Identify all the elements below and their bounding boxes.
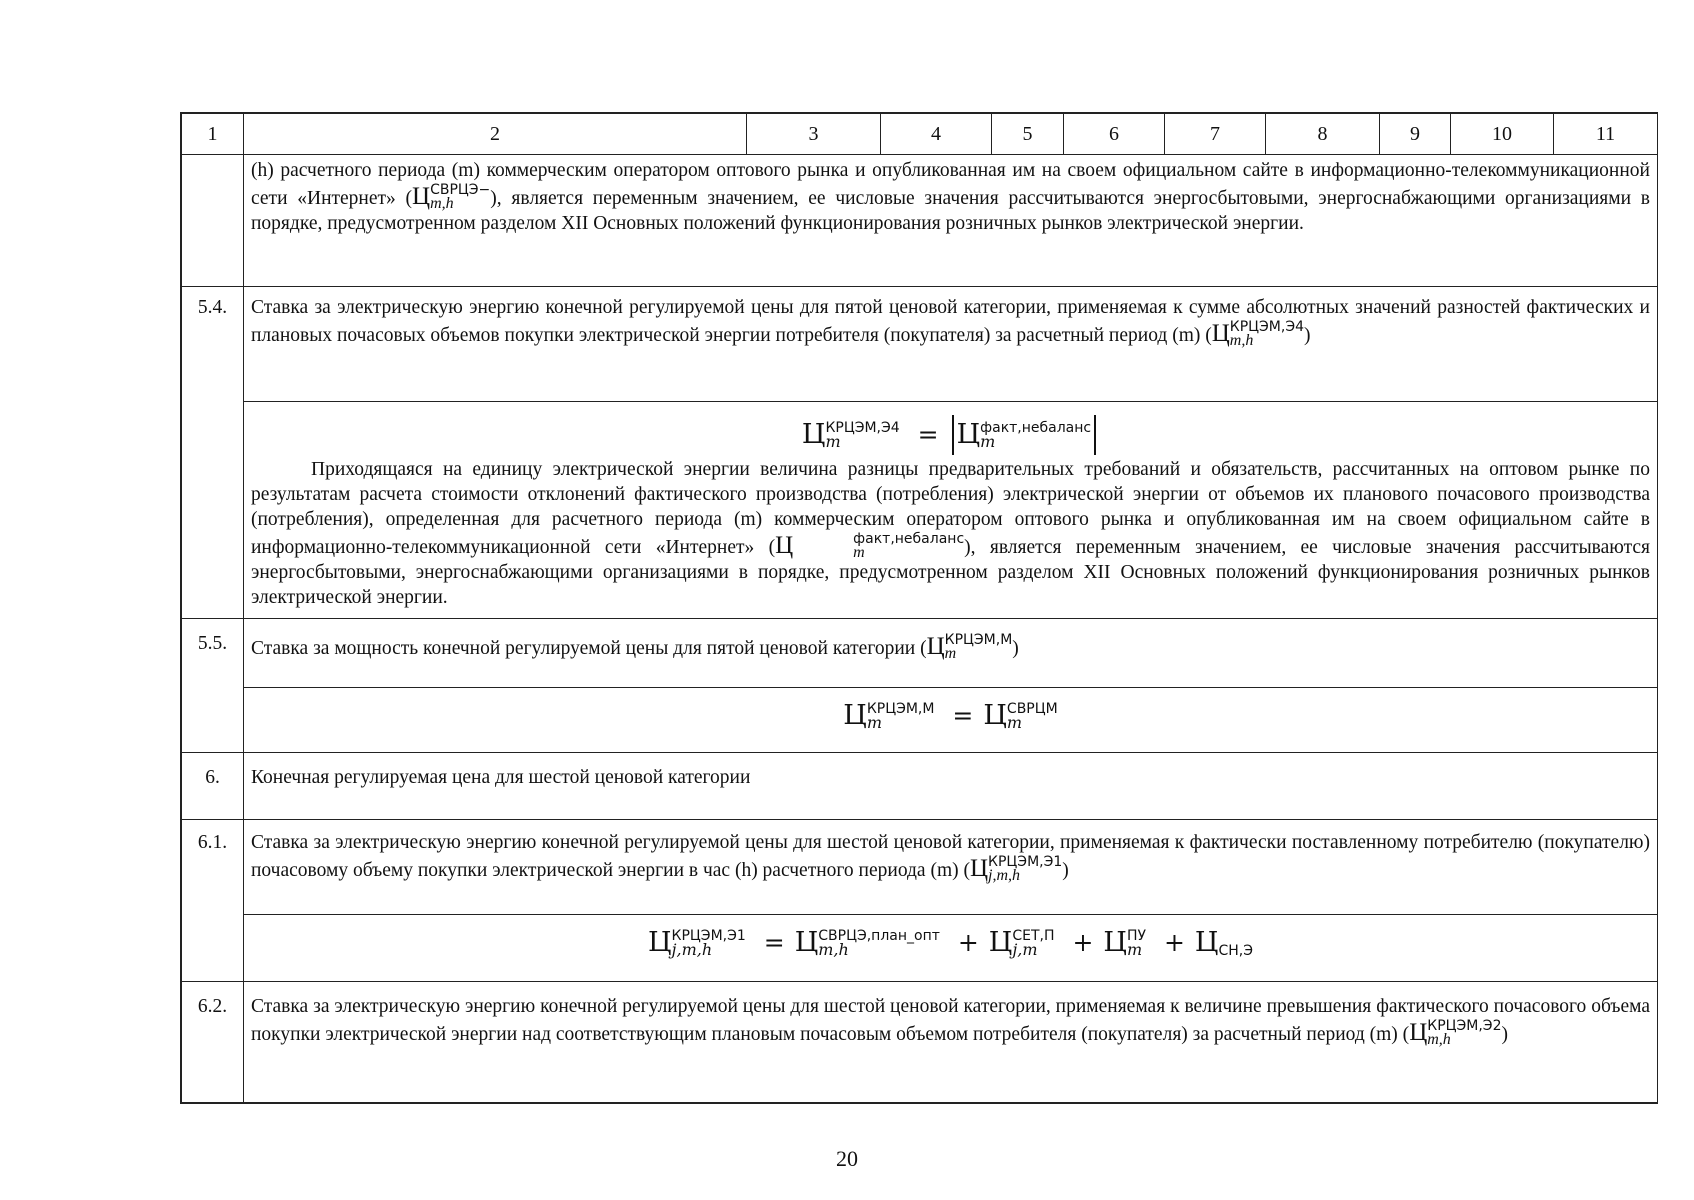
row-text: Конечная регулируемая цена для шестой ценовой категории bbox=[244, 753, 1658, 820]
column-header: 6 bbox=[1064, 114, 1165, 155]
row-number: 6. bbox=[182, 753, 244, 820]
row-text: Ставка за мощность конечной регулируемой цены для пятой ценовой категории (Ц КРЦЭМ,М m ) bbox=[244, 619, 1658, 688]
table-row bbox=[182, 688, 1658, 753]
column-header: 8 bbox=[1266, 114, 1380, 155]
formula-and-text-cell bbox=[244, 402, 1658, 619]
price-symbol: Ц КРЦЭМ,Э4 m,h bbox=[1211, 319, 1305, 349]
table-row bbox=[182, 402, 1658, 619]
price-symbol: Ц КРЦЭМ,М m bbox=[926, 632, 1013, 662]
price-symbol: Ц СВРЦЭ− m,h bbox=[412, 182, 491, 212]
text-part: Ставка за электрическую энергию конечной регулируемой цены для пятой ценовой категории, применяемая к сумме абсолютных значений разностей фактических и плановых почасовых объемов покупки электрической энергии потребителя (покупателя) за расчетный период (m) ( bbox=[251, 297, 1650, 346]
column-header: 5 bbox=[992, 114, 1064, 155]
row-number bbox=[182, 155, 244, 287]
column-header: 7 bbox=[1165, 114, 1266, 155]
column-header: 10 bbox=[1451, 114, 1554, 155]
row-text bbox=[244, 155, 1658, 287]
paragraph: Приходящаяся на единицу электрической энергии величина разницы предварительных требований и обязательств, рассчитанных на оптовом рынке по результатам расчета стоимости отклонений фактического производства (потребления) электрической энергии от объемов их планового почасового производства (потребления), определенная для расчетного периода (m) коммерческим оператором оптового рынка и опубликованная им на своем официальном сайте в информационно-телекоммуникационной сети «Интернет» (Ц факт,небаланс m ), является переменным значением, ее числовые значения рассчитываются энергосбытовыми, энергоснабжающими организациями в порядке, предусмотренном разделом XII Основных положений функционирования розничных рынков электрической энергии. bbox=[251, 459, 1650, 608]
row-text: Ставка за электрическую энергию конечной регулируемой цены для шестой ценовой категории, применяемая к фактически поставленному потребителю (покупателю) почасовому объему покупки электрической энергии в час (h) расчетного периода (m) (Ц КРЦЭМ,Э1 j,m,h ) bbox=[244, 820, 1658, 915]
formula: Ц КРЦЭМ,Э4 m = Ц факт,небаланс m bbox=[251, 405, 1650, 457]
page-number: 20 bbox=[836, 1146, 858, 1171]
tariff-table-page bbox=[180, 112, 1658, 1104]
tariff-table bbox=[181, 113, 1658, 1103]
price-symbol: Ц КРЦЭМ,Э2 m,h bbox=[1409, 1018, 1502, 1048]
row-number: 5.5. bbox=[182, 619, 244, 753]
row-text bbox=[244, 287, 1658, 402]
row-number: 6.2. bbox=[182, 982, 244, 1103]
column-header: 2 bbox=[244, 114, 747, 155]
row-number: 5.4. bbox=[182, 287, 244, 619]
column-header: 1 bbox=[182, 114, 244, 155]
table-row bbox=[182, 820, 1658, 915]
table-row bbox=[182, 753, 1658, 820]
table-row bbox=[182, 619, 1658, 688]
table-row bbox=[182, 287, 1658, 402]
column-header: 3 bbox=[747, 114, 881, 155]
column-header: 11 bbox=[1554, 114, 1658, 155]
text-part: (h) расчетного периода (m) коммерческим оператором оптового рынка и опубликованная им на своем официальном сайте в информационно-телекоммуникационной сети «Интернет» ( bbox=[251, 160, 1650, 209]
text-part: ), является переменным значением, ее числовые значения рассчитываются энергосбытовыми, энергоснабжающими организациями в порядке, предусмотренном разделом XII Основных положений функционирования розничных рынков электрической энергии. bbox=[251, 188, 1650, 234]
table-row bbox=[182, 155, 1658, 287]
formula: Ц КРЦЭМ,М m = Ц СВРЦМ m bbox=[244, 688, 1658, 753]
column-header: 9 bbox=[1380, 114, 1451, 155]
price-symbol: Ц факт,небаланс m bbox=[775, 531, 965, 561]
column-header: 4 bbox=[881, 114, 992, 155]
row-number: 6.1. bbox=[182, 820, 244, 982]
text-part: ) bbox=[1304, 325, 1311, 346]
price-symbol: Ц КРЦЭМ,Э1 j,m,h bbox=[969, 854, 1063, 884]
header-row bbox=[182, 114, 1658, 155]
table-row bbox=[182, 915, 1658, 982]
row-text: Ставка за электрическую энергию конечной регулируемой цены для шестой ценовой категории, применяемая к величине превышения фактического почасового объема покупки электрической энергии над соответствующим плановым почасовым объемом потребителя (покупателя) за расчетный период (m) (Ц КРЦЭМ,Э2 m,h ) bbox=[244, 982, 1658, 1103]
formula: Ц КРЦЭМ,Э1 j,m,h = Ц СВРЦЭ,план_опт m,h + Ц СЕТ,П j,m + Ц ПУ m + Ц СН,Э bbox=[244, 915, 1658, 982]
table-row bbox=[182, 982, 1658, 1103]
